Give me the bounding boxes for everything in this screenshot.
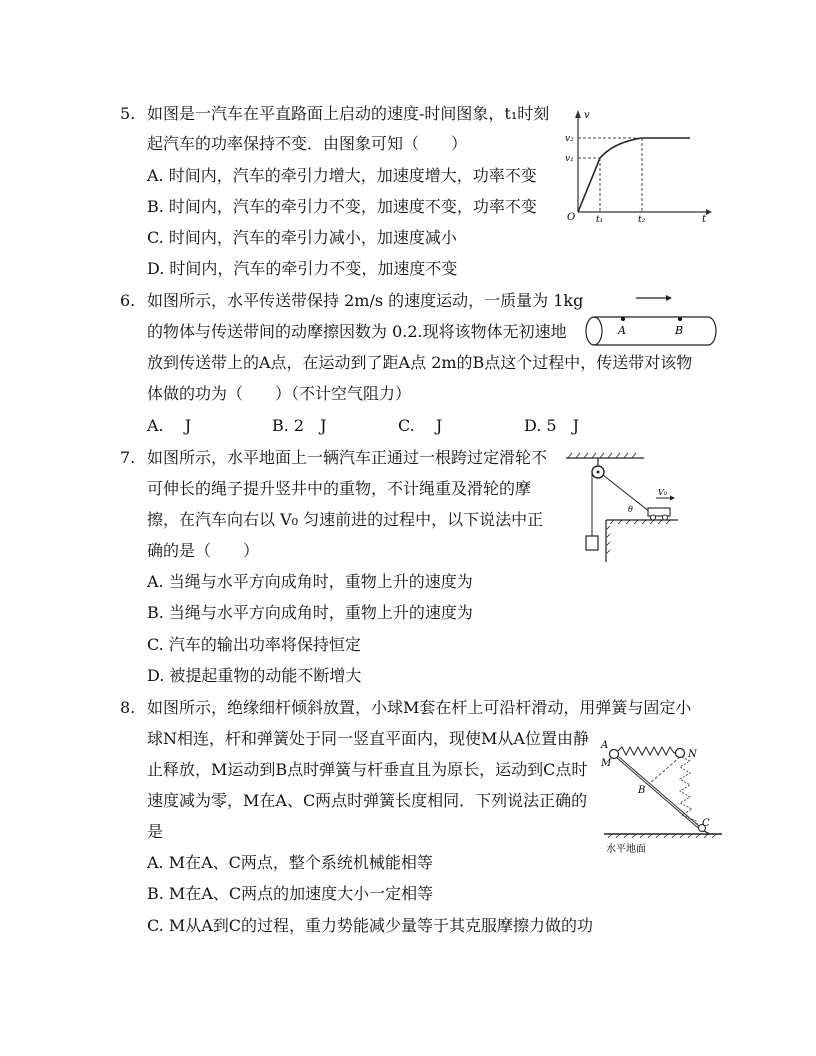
option-b: B. 2 J [272,416,327,435]
ground-label: 水平地面 [606,844,646,855]
option-a: A. J [147,416,192,435]
t-axis-arrow-icon [706,209,712,215]
ball-n [676,749,685,758]
question-text-line: 擦，在汽车向右以 V₀ 匀速前进的过程中，以下说法中正 [147,510,544,529]
conveyor-belt-figure [580,288,720,352]
point-c-label: C [702,818,710,829]
v1-label: v₁ [565,154,574,164]
point-a-label: A [601,740,609,751]
pulley-car-figure [562,450,682,566]
question-number: 8. [120,698,136,717]
point-a-label: A [618,324,626,337]
t2-label: t₂ [638,215,646,224]
question-text-line: 球N相连，杆和弹簧处于同一竖直平面内，现使M从A位置由静 [147,729,589,748]
spring-rod-figure [598,735,726,857]
point-b-label: B [675,324,684,337]
option-a: A. M在A、C两点，整个系统机械能相等 [147,853,433,872]
option-d: D. 被提起重物的动能不断增大 [147,666,362,685]
question-text-line: 如图所示，水平地面上一辆汽车正通过一根跨过定滑轮不 [147,448,548,467]
question-text-line: 是 [147,822,164,841]
spring-to-b-dashed [650,757,680,783]
t1-label: t₁ [596,215,604,224]
question-number: 6. [120,291,136,310]
question-text-line: 起汽车的功率保持不变．由图象可知（ ） [147,134,468,153]
spring-to-a [618,747,678,755]
option-b: B. 当绳与水平方向成角时，重物上升的速度为 [147,603,473,622]
option-a: A. 时间内，汽车的牵引力增大，加速度增大，功率不变 [147,166,537,185]
right-roller [708,317,716,345]
question-text-line: 止释放，M运动到B点时弹簧与杆垂直且为原长，运动到C点时 [147,760,588,779]
theta-label: θ [628,505,633,514]
origin-label: O [567,212,576,223]
point-a-dot [621,317,625,321]
option-b: B. M在A、C两点的加速度大小一定相等 [147,884,434,903]
pulley-axle [597,471,600,474]
ball-n-label: N [688,749,697,760]
rod-highlight [614,754,702,830]
point-b-dot [678,317,682,321]
question-text-line: 如图是一汽车在平直路面上启动的速度-时间图象，t₁时刻 [147,104,550,123]
option-d: D. 5 J [524,416,580,435]
v-axis-label: v [584,110,590,121]
hanging-weight [586,536,598,550]
ground-hatching [606,520,670,554]
arrow-head-icon [666,295,672,301]
ceiling-hatching [568,453,636,458]
ball-m-label: M [601,758,612,769]
question-text-line: 体做的功为（ ）（不计空气阻力） [147,384,412,403]
car-wheel [651,515,656,520]
question-number: 7. [120,448,136,467]
arrow-head-icon [670,496,675,501]
v-axis-arrow-icon [575,110,581,118]
point-b-label: B [638,785,646,796]
option-a: A. 当绳与水平方向成角时，重物上升的速度为 [147,572,473,591]
t-axis-label: t [702,214,707,224]
v0-label: V₀ [658,488,667,497]
question-text-line: 的物体与传送带间的动摩擦因数为 0.2.现将该物体无初速地 [147,322,567,341]
question-text-line: 确的是（ ） [147,541,260,560]
question-text-line: 放到传送带上的A点，在运动到了距A点 2m的B点这个过程中，传送带对该物 [147,353,693,372]
question-text-line: 如图所示，水平传送带保持 2m/s 的速度运动，一质量为 1kg [147,291,584,310]
velocity-curve [578,138,690,212]
velocity-time-graph-figure [562,106,712,224]
car-wheel [663,515,668,520]
option-c: C. J [398,416,443,435]
v2-label: v₂ [565,134,574,144]
question-text-line: 速度减为零，M在A、C两点时弹簧长度相同．下列说法正确的 [147,791,588,810]
question-text-line: 如图所示，绝缘细杆倾斜放置，小球M套在杆上可沿杆滑动，用弹簧与固定小 [147,698,692,717]
slanted-rope [603,475,650,512]
option-b: B. 时间内，汽车的牵引力不变，加速度不变，功率不变 [147,197,537,216]
question-number: 5. [120,104,136,123]
option-c: C. 时间内，汽车的牵引力减小，加速度减小 [147,228,457,247]
option-d: D. 时间内，汽车的牵引力不变，加速度不变 [147,259,458,278]
option-c: C. M从A到C的过程，重力势能减少量等于其克服摩擦力做的功 [147,916,594,935]
left-roller [586,317,602,345]
car-body [648,508,670,516]
question-text-line: 可伸长的绳子提升竖井中的重物，不计绳重及滑轮的摩 [147,479,532,498]
spring-to-c-dashed [680,757,698,826]
option-c: C. 汽车的输出功率将保持恒定 [147,635,361,654]
